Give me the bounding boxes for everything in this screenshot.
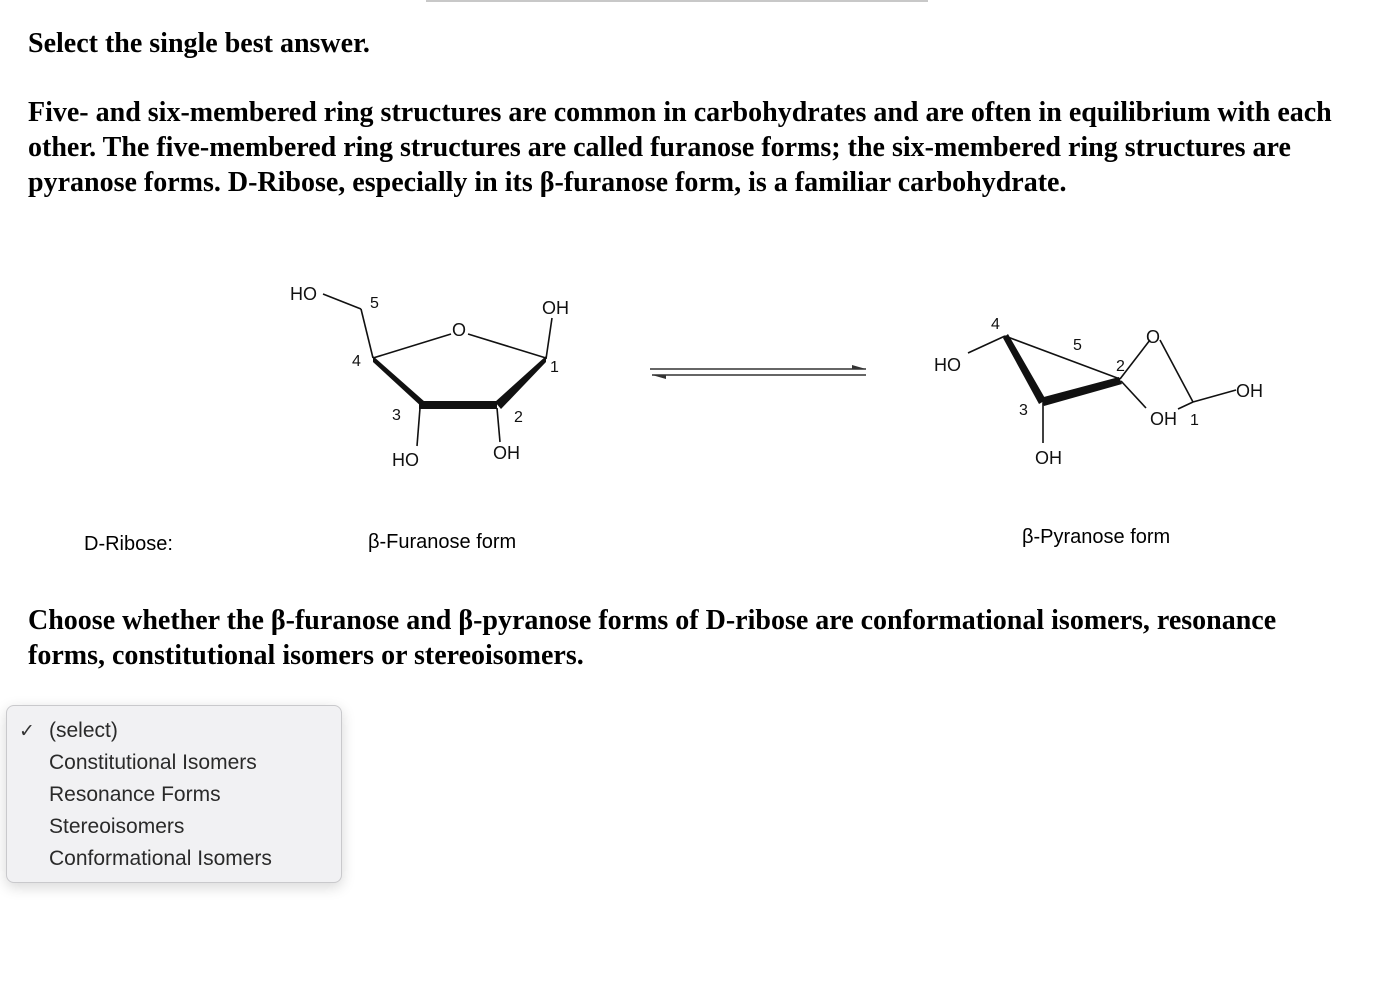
carbon-number: 3	[392, 407, 401, 424]
question-text: Choose whether the β-furanose and β-pyranose forms of D-ribose are conformational isomers, resonance forms, constitutional isomers or stereoisomers.	[28, 605, 1277, 671]
pyranose-structure	[934, 316, 1263, 468]
carbon-number: 5	[1073, 337, 1082, 354]
carbon-number: 3	[1019, 402, 1028, 419]
carbon-number: 4	[991, 316, 1000, 333]
atom-label: OH	[1236, 381, 1263, 401]
pyranose-caption: β-Pyranose form	[1022, 526, 1171, 548]
instruction-text: Select the single best answer.	[28, 28, 370, 59]
top-divider	[426, 0, 928, 2]
furanose-caption: β-Furanose form	[368, 531, 517, 553]
carbon-number: 2	[1116, 358, 1125, 375]
equilibrium-arrows	[650, 365, 866, 379]
carbon-number: 1	[550, 359, 559, 376]
atom-label: HO	[290, 284, 317, 304]
carbon-number: 4	[352, 353, 361, 370]
atom-label: O	[1146, 327, 1161, 347]
dropdown-option-resonance[interactable]: Resonance Forms	[49, 783, 221, 806]
dropdown-option-conformational[interactable]: Conformational Isomers	[49, 847, 272, 870]
carbon-number: 2	[514, 409, 523, 426]
question-intro: Five- and six-membered ring structures are common in carbohydrates and are often in equilibrium with each other. The five-membered ring structures are called furanose forms; the six-membered ring structures are pyranose forms. D-Ribose, especially in its β-furanose form, is a familiar carbohydrate.	[28, 97, 1332, 198]
atom-label: OH	[1150, 409, 1177, 429]
atom-label: OH	[1035, 448, 1062, 468]
carbon-number: 1	[1190, 412, 1199, 429]
atom-label: OH	[542, 298, 569, 318]
atom-label: HO	[392, 450, 419, 470]
dropdown-option-stereoisomers[interactable]: Stereoisomers	[49, 815, 185, 838]
atom-label: HO	[934, 355, 961, 375]
dropdown-option-select[interactable]: (select)	[49, 719, 118, 742]
atom-label: O	[452, 320, 467, 340]
compound-label: D-Ribose:	[84, 533, 173, 555]
answer-dropdown-menu[interactable]	[6, 705, 342, 883]
carbon-number: 5	[370, 295, 379, 312]
furanose-structure	[290, 284, 569, 470]
dropdown-option-constitutional[interactable]: Constitutional Isomers	[49, 751, 257, 774]
structures-figure	[0, 270, 1398, 520]
atom-label: OH	[493, 443, 520, 463]
checkmark-icon: ✓	[19, 721, 35, 742]
